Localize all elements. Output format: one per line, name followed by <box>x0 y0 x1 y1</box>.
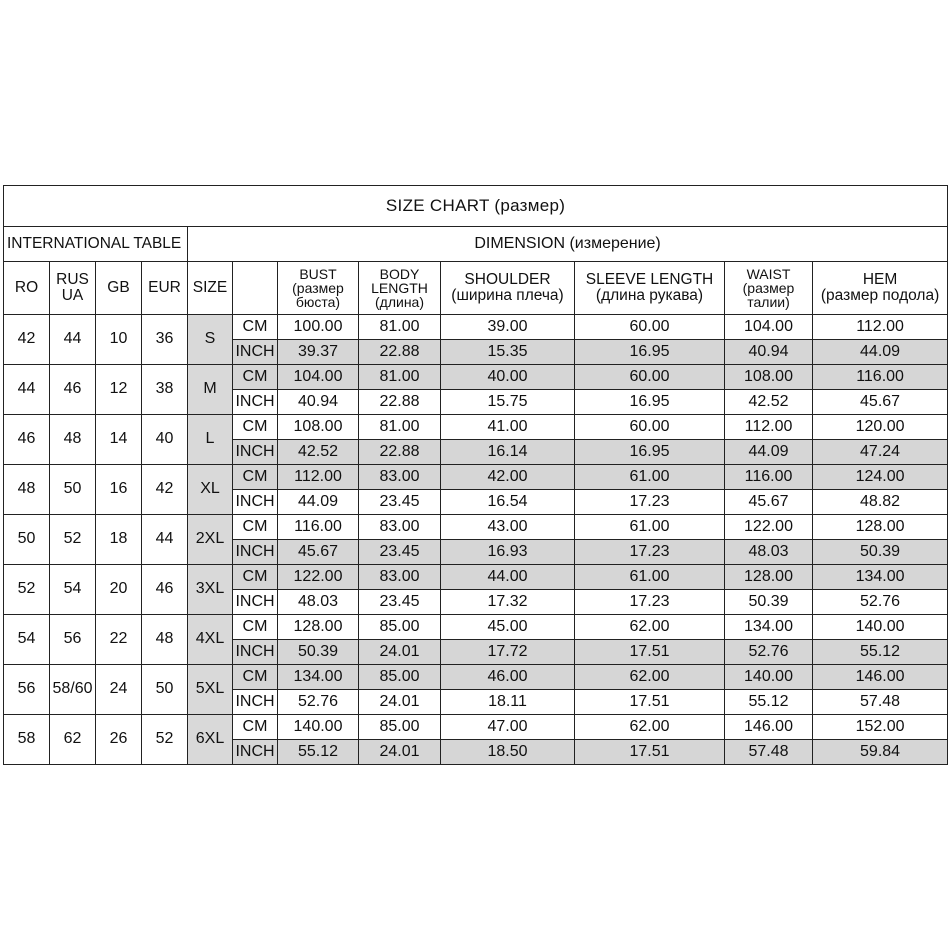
bust-cm-cell: 134.00 <box>278 665 359 690</box>
hem-inch-cell: 50.39 <box>813 540 948 565</box>
shoulder-cm-cell: 44.00 <box>441 565 575 590</box>
hem-cm-cell: 152.00 <box>813 715 948 740</box>
waist-cm-cell: 146.00 <box>725 715 813 740</box>
hem-inch-cell: 55.12 <box>813 640 948 665</box>
body-length-cm-cell: 81.00 <box>359 365 441 390</box>
ro-cell: 52 <box>4 565 50 615</box>
waist-inch-cell: 42.52 <box>725 390 813 415</box>
header-waist-line-1: WAIST <box>746 266 791 282</box>
bust-cm-cell: 108.00 <box>278 415 359 440</box>
bust-cm-cell: 140.00 <box>278 715 359 740</box>
hem-cm-cell: 124.00 <box>813 465 948 490</box>
rus-ua-cell: 44 <box>50 315 96 365</box>
unit-cm-cell: CM <box>233 665 278 690</box>
gb-cell: 24 <box>96 665 142 715</box>
bust-inch-cell: 52.76 <box>278 690 359 715</box>
unit-inch-cell: INCH <box>233 740 278 765</box>
rus-ua-cell: 54 <box>50 565 96 615</box>
sleeve-length-inch-cell: 17.23 <box>575 490 725 515</box>
bust-inch-cell: 50.39 <box>278 640 359 665</box>
table-row <box>4 365 948 390</box>
size-cell: 5XL <box>188 665 233 715</box>
gb-cell: 10 <box>96 315 142 365</box>
bust-cm-cell: 112.00 <box>278 465 359 490</box>
waist-inch-cell: 55.12 <box>725 690 813 715</box>
sleeve-length-inch-cell: 17.51 <box>575 740 725 765</box>
shoulder-inch-cell: 16.54 <box>441 490 575 515</box>
bust-inch-cell: 48.03 <box>278 590 359 615</box>
waist-cm-cell: 122.00 <box>725 515 813 540</box>
table-row <box>4 715 948 740</box>
body-length-inch-cell: 24.01 <box>359 690 441 715</box>
waist-inch-cell: 45.67 <box>725 490 813 515</box>
sleeve-length-cm-cell: 60.00 <box>575 415 725 440</box>
waist-inch-cell: 44.09 <box>725 440 813 465</box>
shoulder-cm-cell: 43.00 <box>441 515 575 540</box>
bust-cm-cell: 116.00 <box>278 515 359 540</box>
eur-cell: 38 <box>142 365 188 415</box>
body-length-inch-cell: 23.45 <box>359 540 441 565</box>
sleeve-length-cm-cell: 62.00 <box>575 715 725 740</box>
body-length-cm-cell: 85.00 <box>359 665 441 690</box>
gb-cell: 14 <box>96 415 142 465</box>
bust-cm-cell: 128.00 <box>278 615 359 640</box>
size-cell: S <box>188 315 233 365</box>
unit-inch-cell: INCH <box>233 390 278 415</box>
header-size: SIZE <box>188 262 233 315</box>
header-hem-line-2: (размер подола) <box>820 287 940 304</box>
sleeve-length-inch-cell: 17.51 <box>575 690 725 715</box>
waist-inch-cell: 50.39 <box>725 590 813 615</box>
header-bust-line-1: BUST <box>299 266 337 282</box>
size-cell: XL <box>188 465 233 515</box>
rus-ua-cell: 52 <box>50 515 96 565</box>
gb-cell: 22 <box>96 615 142 665</box>
header-sleeve-line-2: (длина рукава) <box>595 287 704 304</box>
hem-cm-cell: 146.00 <box>813 665 948 690</box>
shoulder-cm-cell: 46.00 <box>441 665 575 690</box>
body-length-inch-cell: 24.01 <box>359 640 441 665</box>
ro-cell: 44 <box>4 365 50 415</box>
waist-cm-cell: 128.00 <box>725 565 813 590</box>
bust-cm-cell: 100.00 <box>278 315 359 340</box>
table-row <box>4 465 948 490</box>
rus-ua-cell: 62 <box>50 715 96 765</box>
rus-ua-cell: 48 <box>50 415 96 465</box>
bust-inch-cell: 40.94 <box>278 390 359 415</box>
eur-cell: 50 <box>142 665 188 715</box>
body-length-inch-cell: 22.88 <box>359 390 441 415</box>
unit-cm-cell: CM <box>233 515 278 540</box>
bust-cm-cell: 104.00 <box>278 365 359 390</box>
shoulder-cm-cell: 42.00 <box>441 465 575 490</box>
header-bust-line-2: (размер <box>292 280 344 296</box>
table-row <box>4 415 948 440</box>
table-row <box>4 665 948 690</box>
hem-inch-cell: 44.09 <box>813 340 948 365</box>
header-gb: GB <box>96 262 142 315</box>
header-body-length <box>359 262 441 315</box>
unit-inch-cell: INCH <box>233 440 278 465</box>
sleeve-length-cm-cell: 62.00 <box>575 615 725 640</box>
sleeve-length-inch-cell: 16.95 <box>575 390 725 415</box>
unit-cm-cell: CM <box>233 715 278 740</box>
body-length-inch-cell: 23.45 <box>359 490 441 515</box>
header-waist <box>725 262 813 315</box>
header-waist-line-2: (размер <box>742 280 795 296</box>
size-cell: 4XL <box>188 615 233 665</box>
ro-cell: 46 <box>4 415 50 465</box>
size-cell: M <box>188 365 233 415</box>
gb-cell: 20 <box>96 565 142 615</box>
header-shoulder-line-2: (ширина плеча) <box>451 287 564 304</box>
international-table-label: INTERNATIONAL TABLE <box>4 227 188 262</box>
size-cell: L <box>188 415 233 465</box>
eur-cell: 36 <box>142 315 188 365</box>
header-sleeve-line-1: SLEEVE LENGTH <box>585 270 714 288</box>
sleeve-length-cm-cell: 61.00 <box>575 465 725 490</box>
hem-cm-cell: 116.00 <box>813 365 948 390</box>
header-body-line-1: BODY <box>379 266 420 282</box>
waist-cm-cell: 112.00 <box>725 415 813 440</box>
shoulder-inch-cell: 17.32 <box>441 590 575 615</box>
sleeve-length-inch-cell: 17.23 <box>575 540 725 565</box>
header-bust <box>278 262 359 315</box>
unit-cm-cell: CM <box>233 415 278 440</box>
table-row <box>4 315 948 340</box>
body-length-cm-cell: 85.00 <box>359 615 441 640</box>
body-length-cm-cell: 83.00 <box>359 565 441 590</box>
shoulder-cm-cell: 40.00 <box>441 365 575 390</box>
header-waist-line-3: талии) <box>747 294 790 310</box>
hem-inch-cell: 45.67 <box>813 390 948 415</box>
gb-cell: 26 <box>96 715 142 765</box>
rus-ua-cell: 58/60 <box>50 665 96 715</box>
waist-cm-cell: 116.00 <box>725 465 813 490</box>
unit-inch-cell: INCH <box>233 490 278 515</box>
bust-inch-cell: 55.12 <box>278 740 359 765</box>
hem-inch-cell: 47.24 <box>813 440 948 465</box>
body-length-cm-cell: 83.00 <box>359 515 441 540</box>
sleeve-length-inch-cell: 17.51 <box>575 640 725 665</box>
unit-inch-cell: INCH <box>233 340 278 365</box>
shoulder-inch-cell: 18.11 <box>441 690 575 715</box>
rus-ua-cell: 56 <box>50 615 96 665</box>
shoulder-inch-cell: 17.72 <box>441 640 575 665</box>
table-row <box>4 565 948 590</box>
bust-inch-cell: 44.09 <box>278 490 359 515</box>
table-row <box>4 515 948 540</box>
body-length-cm-cell: 81.00 <box>359 415 441 440</box>
hem-cm-cell: 134.00 <box>813 565 948 590</box>
bust-inch-cell: 39.37 <box>278 340 359 365</box>
header-bust-line-3: бюста) <box>295 294 341 310</box>
chart-title: SIZE CHART (размер) <box>4 186 948 227</box>
unit-cm-cell: CM <box>233 565 278 590</box>
header-body-line-2: LENGTH <box>371 280 428 296</box>
waist-cm-cell: 134.00 <box>725 615 813 640</box>
rus-ua-cell: 46 <box>50 365 96 415</box>
bust-inch-cell: 45.67 <box>278 540 359 565</box>
hem-cm-cell: 128.00 <box>813 515 948 540</box>
hem-inch-cell: 48.82 <box>813 490 948 515</box>
header-shoulder <box>441 262 575 315</box>
waist-cm-cell: 104.00 <box>725 315 813 340</box>
shoulder-cm-cell: 47.00 <box>441 715 575 740</box>
waist-inch-cell: 48.03 <box>725 540 813 565</box>
ro-cell: 50 <box>4 515 50 565</box>
waist-inch-cell: 52.76 <box>725 640 813 665</box>
sleeve-length-cm-cell: 61.00 <box>575 515 725 540</box>
sleeve-length-cm-cell: 62.00 <box>575 665 725 690</box>
body-length-cm-cell: 81.00 <box>359 315 441 340</box>
gb-cell: 18 <box>96 515 142 565</box>
hem-cm-cell: 120.00 <box>813 415 948 440</box>
unit-inch-cell: INCH <box>233 690 278 715</box>
header-ua-text: UA <box>61 287 84 304</box>
hem-inch-cell: 59.84 <box>813 740 948 765</box>
unit-cm-cell: CM <box>233 615 278 640</box>
waist-inch-cell: 57.48 <box>725 740 813 765</box>
shoulder-cm-cell: 41.00 <box>441 415 575 440</box>
gb-cell: 16 <box>96 465 142 515</box>
shoulder-inch-cell: 15.35 <box>441 340 575 365</box>
header-body-line-3: (длина) <box>375 294 424 310</box>
eur-cell: 40 <box>142 415 188 465</box>
eur-cell: 52 <box>142 715 188 765</box>
header-hem-line-1: HEM <box>862 270 898 288</box>
sleeve-length-cm-cell: 60.00 <box>575 315 725 340</box>
hem-inch-cell: 52.76 <box>813 590 948 615</box>
unit-cm-cell: CM <box>233 315 278 340</box>
rus-ua-cell: 50 <box>50 465 96 515</box>
header-shoulder-line-1: SHOULDER <box>464 270 551 288</box>
body-length-inch-cell: 22.88 <box>359 340 441 365</box>
hem-inch-cell: 57.48 <box>813 690 948 715</box>
header-sleeve-length <box>575 262 725 315</box>
shoulder-cm-cell: 45.00 <box>441 615 575 640</box>
size-cell: 2XL <box>188 515 233 565</box>
header-unit <box>233 262 278 315</box>
waist-cm-cell: 140.00 <box>725 665 813 690</box>
sleeve-length-inch-cell: 17.23 <box>575 590 725 615</box>
ro-cell: 58 <box>4 715 50 765</box>
body-length-inch-cell: 23.45 <box>359 590 441 615</box>
body-length-inch-cell: 24.01 <box>359 740 441 765</box>
sleeve-length-inch-cell: 16.95 <box>575 440 725 465</box>
sleeve-length-cm-cell: 60.00 <box>575 365 725 390</box>
eur-cell: 46 <box>142 565 188 615</box>
shoulder-inch-cell: 16.93 <box>441 540 575 565</box>
ro-cell: 56 <box>4 665 50 715</box>
shoulder-cm-cell: 39.00 <box>441 315 575 340</box>
shoulder-inch-cell: 15.75 <box>441 390 575 415</box>
body-length-inch-cell: 22.88 <box>359 440 441 465</box>
waist-inch-cell: 40.94 <box>725 340 813 365</box>
size-cell: 3XL <box>188 565 233 615</box>
sleeve-length-inch-cell: 16.95 <box>575 340 725 365</box>
ro-cell: 48 <box>4 465 50 515</box>
unit-inch-cell: INCH <box>233 590 278 615</box>
body-length-cm-cell: 83.00 <box>359 465 441 490</box>
ro-cell: 54 <box>4 615 50 665</box>
gb-cell: 12 <box>96 365 142 415</box>
size-chart-table <box>3 185 948 765</box>
unit-inch-cell: INCH <box>233 540 278 565</box>
sleeve-length-cm-cell: 61.00 <box>575 565 725 590</box>
hem-cm-cell: 140.00 <box>813 615 948 640</box>
table-row <box>4 615 948 640</box>
ro-cell: 42 <box>4 315 50 365</box>
hem-cm-cell: 112.00 <box>813 315 948 340</box>
header-rus-ua <box>50 262 96 315</box>
shoulder-inch-cell: 16.14 <box>441 440 575 465</box>
unit-inch-cell: INCH <box>233 640 278 665</box>
header-hem <box>813 262 948 315</box>
unit-cm-cell: CM <box>233 465 278 490</box>
eur-cell: 48 <box>142 615 188 665</box>
waist-cm-cell: 108.00 <box>725 365 813 390</box>
bust-cm-cell: 122.00 <box>278 565 359 590</box>
eur-cell: 44 <box>142 515 188 565</box>
header-ro: RO <box>4 262 50 315</box>
unit-cm-cell: CM <box>233 365 278 390</box>
shoulder-inch-cell: 18.50 <box>441 740 575 765</box>
eur-cell: 42 <box>142 465 188 515</box>
size-cell: 6XL <box>188 715 233 765</box>
bust-inch-cell: 42.52 <box>278 440 359 465</box>
dimension-label: DIMENSION (измерение) <box>188 227 948 262</box>
header-rus-text: RUS <box>56 270 89 288</box>
header-eur: EUR <box>142 262 188 315</box>
body-length-cm-cell: 85.00 <box>359 715 441 740</box>
